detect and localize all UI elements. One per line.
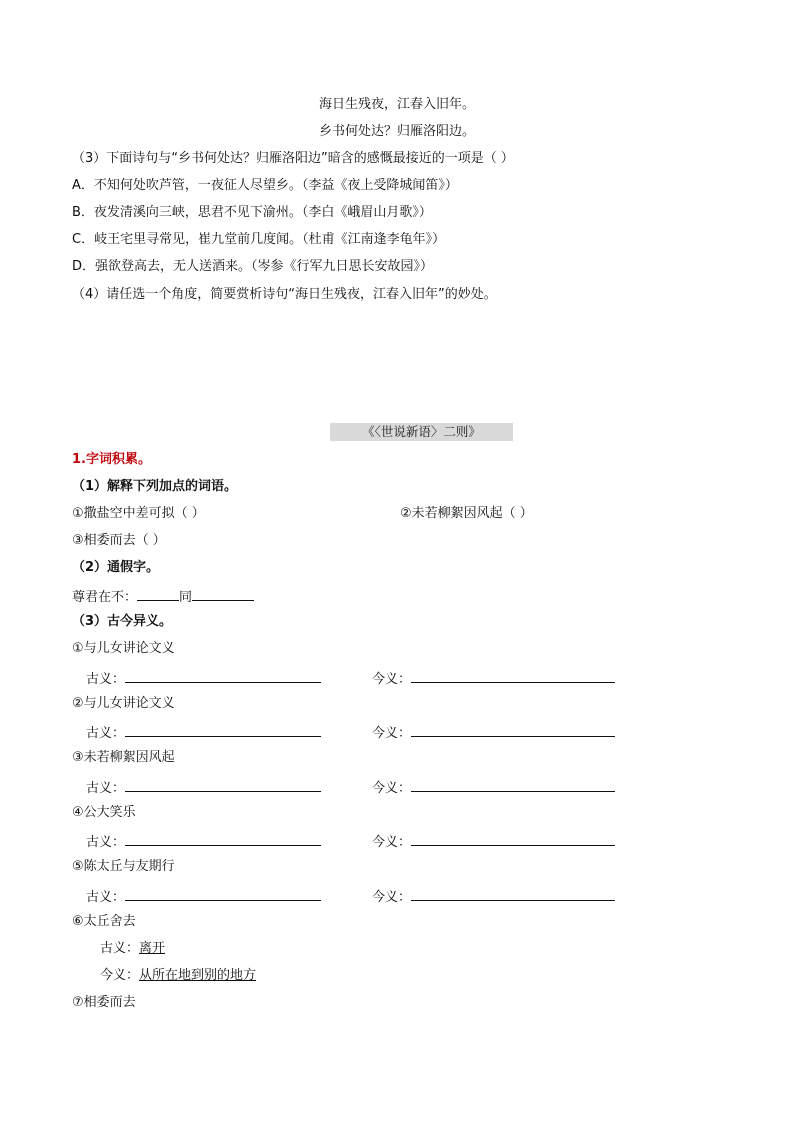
item-3: ③相委而去（ ） <box>72 533 166 548</box>
gu-label: 古义： <box>86 835 126 850</box>
jin-blank[interactable] <box>411 886 615 901</box>
part-1-heading: 1.字词积累。 <box>72 452 151 467</box>
gu-row-5 <box>86 886 321 907</box>
section-title: 《〈世说新语〉二则》 <box>330 423 513 441</box>
blank-2[interactable] <box>192 586 254 601</box>
option-d: D．强欲登高去，无人送酒来。（岑参《行军九日思长安故园》） <box>72 259 434 274</box>
sub-question-1: （1）解释下列加点的词语。 <box>72 479 238 494</box>
jin-label: 今义： <box>372 781 412 796</box>
item-1: ①撒盐空中差可拟（ ） <box>72 506 205 521</box>
gu-label: 古义： <box>86 890 126 905</box>
jin-answer: 从所在地到别的地方 <box>139 968 257 983</box>
option-c: C．岐王宅里寻常见，崔九堂前几度闻。（杜甫《江南逢李龟年》） <box>72 232 446 247</box>
jin-blank[interactable] <box>411 668 615 683</box>
jin-label: 今义： <box>372 726 412 741</box>
tongjia-label: 尊君在不： <box>72 590 138 605</box>
jin-label: 今义： <box>100 968 140 983</box>
jin-row-2 <box>372 722 615 743</box>
gu-blank[interactable] <box>125 722 321 737</box>
gu-row-4 <box>86 831 321 852</box>
gu-blank[interactable] <box>125 831 321 846</box>
jin-blank[interactable] <box>411 777 615 792</box>
gujin-item-3: ③未若柳絮因风起 <box>72 750 175 765</box>
gu-answer: 离开 <box>139 941 166 956</box>
jin-row-6 <box>100 967 256 985</box>
poem-line-2: 乡书何处达？归雁洛阳边。 <box>318 124 475 139</box>
jin-row-4 <box>372 831 615 852</box>
gujin-item-4: ④公大笑乐 <box>72 805 136 820</box>
gu-blank[interactable] <box>125 886 321 901</box>
blank-1[interactable] <box>137 586 179 601</box>
item-2: ②未若柳絮因风起（ ） <box>400 506 533 521</box>
jin-blank[interactable] <box>411 831 615 846</box>
gu-blank[interactable] <box>125 668 321 683</box>
tongjia-line <box>72 586 254 607</box>
gu-label: 古义： <box>86 726 126 741</box>
poem-line-1: 海日生残夜，江春入旧年。 <box>318 97 475 112</box>
gu-row-1 <box>86 668 321 689</box>
jin-label: 今义： <box>372 672 412 687</box>
question-3-stem: （3）下面诗句与“乡书何处达？归雁洛阳边”暗含的感慨最接近的一项是（ ） <box>72 151 514 166</box>
sub-question-2: （2）通假字。 <box>72 560 160 575</box>
gu-blank[interactable] <box>125 777 321 792</box>
jin-label: 今义： <box>372 835 412 850</box>
gu-label: 古义： <box>86 781 126 796</box>
jin-label: 今义： <box>372 890 412 905</box>
gu-label: 古义： <box>86 672 126 687</box>
gujin-item-1: ①与儿女讲论文义 <box>72 641 175 656</box>
tongjia-mid: 同 <box>179 590 193 605</box>
gujin-item-5: ⑤陈太丘与友期行 <box>72 859 175 874</box>
jin-row-1 <box>372 668 615 689</box>
jin-row-5 <box>372 886 615 907</box>
gu-row-6 <box>100 940 165 958</box>
gu-row-3 <box>86 777 321 798</box>
option-b: B．夜发清溪向三峡，思君不见下渝州。（李白《峨眉山月歌》） <box>72 205 432 220</box>
gujin-item-2: ②与儿女讲论文义 <box>72 696 175 711</box>
jin-blank[interactable] <box>411 722 615 737</box>
jin-row-3 <box>372 777 615 798</box>
option-a: A．不知何处吹芦管，一夜征人尽望乡。（李益《夜上受降城闻笛》） <box>72 178 458 193</box>
gujin-item-7: ⑦相委而去 <box>72 995 136 1010</box>
gujin-item-6: ⑥太丘舍去 <box>72 914 136 929</box>
sub-question-3: （3）古今异义。 <box>72 614 173 629</box>
question-4: （4）请任选一个角度，简要赏析诗句“海日生残夜，江春入旧年”的妙处。 <box>72 287 497 302</box>
gu-label: 古义： <box>100 941 140 956</box>
gu-row-2 <box>86 722 321 743</box>
